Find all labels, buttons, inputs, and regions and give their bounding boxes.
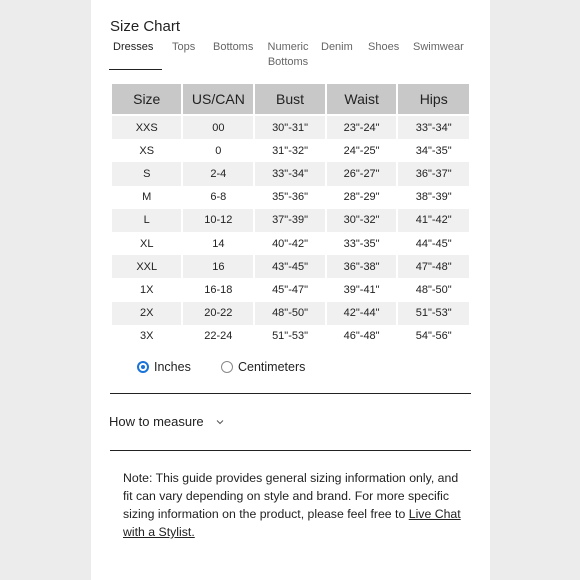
table-row [112,232,469,255]
size-chart-title: Size Chart [110,18,181,35]
cell-us-can: 6-8 [183,186,253,209]
cell-size: 2X [112,302,181,325]
table-row [112,162,469,185]
chevron-down-icon [216,418,224,426]
cell-size: XL [112,232,181,255]
inches-option[interactable] [137,360,191,374]
column-header-size: Size [112,84,181,116]
table-row [112,116,469,139]
cell-waist: 23"-24" [327,116,397,139]
cell-hips: 36"-37" [398,162,469,185]
tab-swimwear[interactable]: Swimwear [413,41,464,53]
cell-waist: 46"-48" [327,325,397,348]
table-header-row [112,84,469,116]
how-to-measure-label: How to measure [109,414,204,429]
size-chart-panel [91,0,490,580]
active-tab-underline [109,69,162,70]
cell-size: M [112,186,181,209]
cell-size: 3X [112,325,181,348]
cell-waist: 39"-41" [327,278,397,301]
tab-shoes[interactable]: Shoes [368,41,400,53]
table-row [112,255,469,278]
column-header-us-can: US/CAN [183,84,253,116]
cell-hips: 38"-39" [398,186,469,209]
cell-bust: 45"-47" [255,278,325,301]
cell-us-can: 00 [183,116,253,139]
cell-waist: 28"-29" [327,186,397,209]
tab-dresses[interactable]: Dresses [113,41,154,53]
size-table [110,84,471,348]
inches-radio[interactable] [137,361,149,373]
tab-denim[interactable]: Denim [321,41,353,53]
cell-us-can: 20-22 [183,302,253,325]
cell-us-can: 2-4 [183,162,253,185]
cell-size: XS [112,139,181,162]
tab-numeric-bottoms-line2: Bottoms [267,56,309,68]
cell-waist: 26"-27" [327,162,397,185]
cell-bust: 43"-45" [255,255,325,278]
cell-hips: 48"-50" [398,278,469,301]
cell-waist: 30"-32" [327,209,397,232]
cell-hips: 54"-56" [398,325,469,348]
live-chat-link[interactable]: Live Chat with a Stylist. [123,507,461,539]
tab-tops[interactable]: Tops [172,41,196,53]
cell-hips: 34"-35" [398,139,469,162]
cell-size: L [112,209,181,232]
cell-us-can: 16 [183,255,253,278]
column-header-waist: Waist [327,84,397,116]
cell-bust: 30"-31" [255,116,325,139]
tab-numeric-bottoms-line1: Numeric [267,41,309,53]
cell-us-can: 16-18 [183,278,253,301]
tab-numeric-bottoms[interactable] [266,40,310,70]
cell-waist: 42"-44" [327,302,397,325]
cell-size: 1X [112,278,181,301]
cell-bust: 31"-32" [255,139,325,162]
table-row [112,278,469,301]
table-row [112,302,469,325]
table-row [112,209,469,232]
divider-bottom [110,450,471,451]
cell-hips: 41"-42" [398,209,469,232]
category-tabs [91,40,490,72]
cell-waist: 33"-35" [327,232,397,255]
column-header-hips: Hips [398,84,469,116]
cell-hips: 51"-53" [398,302,469,325]
cell-bust: 40"-42" [255,232,325,255]
column-header-bust: Bust [255,84,325,116]
cell-us-can: 10-12 [183,209,253,232]
sizing-note [123,469,463,541]
inches-label: Inches [154,360,191,374]
centimeters-radio[interactable] [221,361,233,373]
cell-hips: 33"-34" [398,116,469,139]
cell-hips: 44"-45" [398,232,469,255]
how-to-measure-toggle[interactable] [109,414,224,429]
cell-size: S [112,162,181,185]
divider-top [110,393,471,394]
cell-bust: 48"-50" [255,302,325,325]
centimeters-label: Centimeters [238,360,306,374]
note-prefix: Note: [123,471,153,485]
cell-bust: 51"-53" [255,325,325,348]
centimeters-option[interactable] [221,360,305,374]
cell-size: XXL [112,255,181,278]
cell-size: XXS [112,116,181,139]
table-row [112,325,469,348]
cell-us-can: 14 [183,232,253,255]
cell-us-can: 22-24 [183,325,253,348]
table-row [112,186,469,209]
cell-bust: 37"-39" [255,209,325,232]
cell-hips: 47"-48" [398,255,469,278]
cell-bust: 35"-36" [255,186,325,209]
note-body: This guide provides general sizing information only, and fit can vary depending on style and brand. For more specific sizing information on the product, please feel free to [123,471,459,521]
cell-waist: 36"-38" [327,255,397,278]
table-row [112,139,469,162]
cell-bust: 33"-34" [255,162,325,185]
cell-waist: 24"-25" [327,139,397,162]
tab-bottoms[interactable]: Bottoms [213,41,254,53]
cell-us-can: 0 [183,139,253,162]
